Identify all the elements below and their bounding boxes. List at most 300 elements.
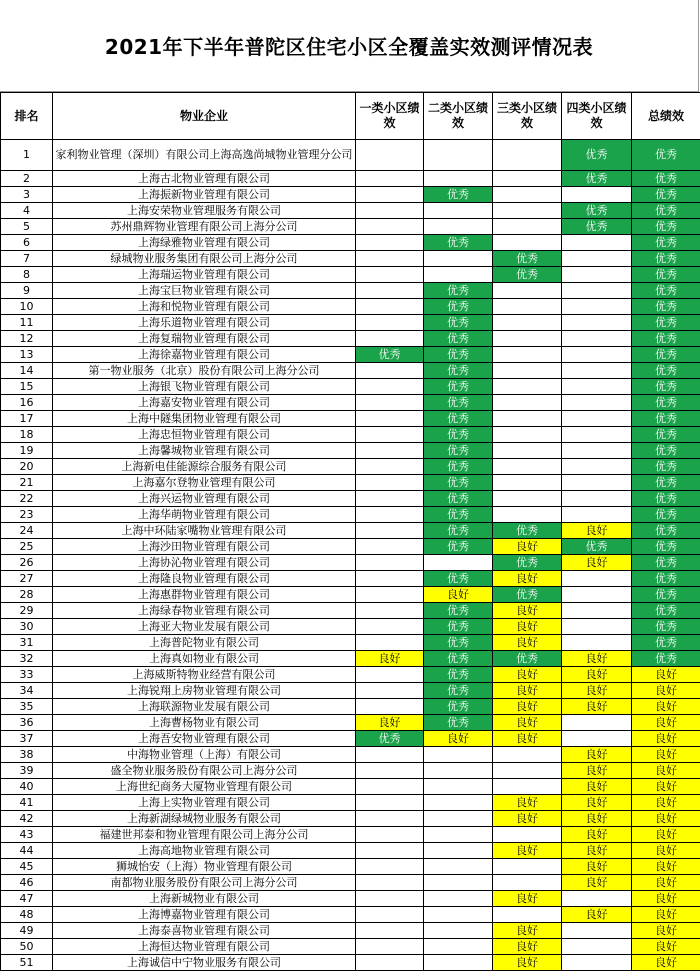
cat4-cell: 良好 xyxy=(562,875,632,891)
cat1-cell xyxy=(356,411,424,427)
rank-cell: 31 xyxy=(1,635,53,651)
rank-cell: 32 xyxy=(1,651,53,667)
cat4-cell: 良好 xyxy=(562,859,632,875)
cat3-cell: 良好 xyxy=(493,619,562,635)
rank-cell: 42 xyxy=(1,811,53,827)
total-cell: 优秀 xyxy=(632,283,700,299)
cat1-cell xyxy=(356,843,424,859)
cat3-cell xyxy=(493,779,562,795)
table-row xyxy=(1,171,700,187)
cat1-cell: 优秀 xyxy=(356,347,424,363)
rank-cell: 16 xyxy=(1,395,53,411)
cat2-cell xyxy=(424,891,493,907)
cat4-cell: 良好 xyxy=(562,907,632,923)
cat2-cell: 优秀 xyxy=(424,379,493,395)
cat4-cell xyxy=(562,459,632,475)
cat3-cell xyxy=(493,459,562,475)
total-cell: 优秀 xyxy=(632,251,700,267)
table-row xyxy=(1,267,700,283)
rank-cell: 45 xyxy=(1,859,53,875)
cat1-cell xyxy=(356,587,424,603)
company-cell: 上海忠恒物业管理有限公司 xyxy=(53,427,356,443)
total-cell: 优秀 xyxy=(632,203,700,219)
company-cell: 上海新湖绿城物业服务有限公司 xyxy=(53,811,356,827)
rank-cell: 6 xyxy=(1,235,53,251)
cat1-cell xyxy=(356,251,424,267)
cat4-cell: 优秀 xyxy=(562,539,632,555)
cat4-cell: 优秀 xyxy=(562,140,632,171)
company-cell: 上海宝巨物业管理有限公司 xyxy=(53,283,356,299)
rank-cell: 24 xyxy=(1,523,53,539)
cat4-cell xyxy=(562,731,632,747)
company-cell: 上海银飞物业管理有限公司 xyxy=(53,379,356,395)
rank-cell: 47 xyxy=(1,891,53,907)
cat3-cell xyxy=(493,331,562,347)
table-row xyxy=(1,299,700,315)
rank-cell: 22 xyxy=(1,491,53,507)
company-cell: 上海协沁物业管理有限公司 xyxy=(53,555,356,571)
company-cell: 上海惠群物业管理有限公司 xyxy=(53,587,356,603)
company-cell: 上海中环陆家嘴物业管理有限公司 xyxy=(53,523,356,539)
cat3-cell xyxy=(493,907,562,923)
table-row xyxy=(1,363,700,379)
total-cell: 良好 xyxy=(632,667,700,683)
cat4-cell xyxy=(562,411,632,427)
company-cell: 福建世邦泰和物业管理有限公司上海分公司 xyxy=(53,827,356,843)
cat4-cell: 良好 xyxy=(562,763,632,779)
table-row xyxy=(1,395,700,411)
cat3-cell xyxy=(493,443,562,459)
cat4-cell: 良好 xyxy=(562,779,632,795)
cat2-cell: 优秀 xyxy=(424,283,493,299)
cat4-cell xyxy=(562,315,632,331)
header-total: 总绩效 xyxy=(632,93,700,140)
table-row xyxy=(1,315,700,331)
cat2-cell xyxy=(424,923,493,939)
total-cell: 优秀 xyxy=(632,347,700,363)
total-cell: 良好 xyxy=(632,827,700,843)
cat3-cell: 良好 xyxy=(493,923,562,939)
table-row xyxy=(1,907,700,923)
cat3-cell xyxy=(493,427,562,443)
cat3-cell: 优秀 xyxy=(493,523,562,539)
company-cell: 上海博嘉物业管理有限公司 xyxy=(53,907,356,923)
company-cell: 上海沙田物业管理有限公司 xyxy=(53,539,356,555)
cat3-cell: 良好 xyxy=(493,635,562,651)
table-row xyxy=(1,203,700,219)
cat4-cell: 良好 xyxy=(562,683,632,699)
cat2-cell: 良好 xyxy=(424,731,493,747)
cat4-cell xyxy=(562,939,632,955)
rank-cell: 44 xyxy=(1,843,53,859)
company-cell: 上海嘉尔登物业管理有限公司 xyxy=(53,475,356,491)
cat3-cell: 良好 xyxy=(493,731,562,747)
rank-cell: 34 xyxy=(1,683,53,699)
rank-cell: 1 xyxy=(1,140,53,171)
cat2-cell: 优秀 xyxy=(424,187,493,203)
rank-cell: 50 xyxy=(1,939,53,955)
cat4-cell xyxy=(562,619,632,635)
cat2-cell: 优秀 xyxy=(424,667,493,683)
cat3-cell: 良好 xyxy=(493,683,562,699)
cat1-cell: 良好 xyxy=(356,715,424,731)
total-cell: 良好 xyxy=(632,715,700,731)
company-cell: 上海曹杨物业有限公司 xyxy=(53,715,356,731)
rank-cell: 41 xyxy=(1,795,53,811)
cat3-cell xyxy=(493,140,562,171)
cat3-cell: 优秀 xyxy=(493,555,562,571)
cat1-cell xyxy=(356,939,424,955)
rank-cell: 51 xyxy=(1,955,53,971)
cat4-cell: 良好 xyxy=(562,843,632,859)
cat1-cell xyxy=(356,955,424,971)
total-cell: 优秀 xyxy=(632,219,700,235)
table-row xyxy=(1,747,700,763)
table-row xyxy=(1,523,700,539)
rank-cell: 3 xyxy=(1,187,53,203)
cat4-cell xyxy=(562,299,632,315)
cat3-cell xyxy=(493,283,562,299)
table-row xyxy=(1,779,700,795)
cat3-cell: 优秀 xyxy=(493,587,562,603)
company-cell: 上海亚大物业发展有限公司 xyxy=(53,619,356,635)
table-row xyxy=(1,347,700,363)
company-cell: 上海新电佳能源综合服务有限公司 xyxy=(53,459,356,475)
company-cell: 上海隆良物业管理有限公司 xyxy=(53,571,356,587)
total-cell: 优秀 xyxy=(632,267,700,283)
cat1-cell xyxy=(356,331,424,347)
cat3-cell xyxy=(493,507,562,523)
cat1-cell xyxy=(356,459,424,475)
cat4-cell xyxy=(562,267,632,283)
rank-cell: 48 xyxy=(1,907,53,923)
header-cat1: 一类小区绩效 xyxy=(356,93,424,140)
header-cat3: 三类小区绩效 xyxy=(493,93,562,140)
rank-cell: 13 xyxy=(1,347,53,363)
rank-cell: 30 xyxy=(1,619,53,635)
cat4-cell: 良好 xyxy=(562,667,632,683)
company-cell: 上海绿春物业管理有限公司 xyxy=(53,603,356,619)
rank-cell: 36 xyxy=(1,715,53,731)
cat4-cell: 优秀 xyxy=(562,219,632,235)
cat4-cell: 优秀 xyxy=(562,171,632,187)
cat1-cell xyxy=(356,603,424,619)
total-cell: 优秀 xyxy=(632,427,700,443)
cat2-cell: 优秀 xyxy=(424,235,493,251)
table-row xyxy=(1,555,700,571)
table-row xyxy=(1,939,700,955)
cat4-cell xyxy=(562,235,632,251)
cat2-cell: 优秀 xyxy=(424,299,493,315)
cat4-cell xyxy=(562,571,632,587)
cat4-cell xyxy=(562,635,632,651)
rank-cell: 27 xyxy=(1,571,53,587)
cat2-cell xyxy=(424,203,493,219)
cat4-cell: 良好 xyxy=(562,651,632,667)
cat3-cell: 良好 xyxy=(493,811,562,827)
cat1-cell xyxy=(356,443,424,459)
cat3-cell xyxy=(493,395,562,411)
total-cell: 良好 xyxy=(632,683,700,699)
cat3-cell: 良好 xyxy=(493,891,562,907)
table-row xyxy=(1,843,700,859)
total-cell: 优秀 xyxy=(632,475,700,491)
rank-cell: 35 xyxy=(1,699,53,715)
company-cell: 上海泰喜物业管理有限公司 xyxy=(53,923,356,939)
cat3-cell xyxy=(493,299,562,315)
cat3-cell xyxy=(493,491,562,507)
table-row xyxy=(1,187,700,203)
table-row xyxy=(1,923,700,939)
cat1-cell xyxy=(356,395,424,411)
cat1-cell xyxy=(356,235,424,251)
total-cell: 优秀 xyxy=(632,571,700,587)
total-cell: 优秀 xyxy=(632,507,700,523)
table-row xyxy=(1,811,700,827)
table-row xyxy=(1,827,700,843)
cat1-cell xyxy=(356,187,424,203)
total-cell: 良好 xyxy=(632,843,700,859)
company-cell: 上海乐道物业管理有限公司 xyxy=(53,315,356,331)
cat3-cell: 良好 xyxy=(493,603,562,619)
rank-cell: 15 xyxy=(1,379,53,395)
cat2-cell xyxy=(424,795,493,811)
cat1-cell xyxy=(356,779,424,795)
rank-cell: 29 xyxy=(1,603,53,619)
header-rank: 排名 xyxy=(1,93,53,140)
company-cell: 上海威斯特物业经营有限公司 xyxy=(53,667,356,683)
cat1-cell xyxy=(356,299,424,315)
company-cell: 上海徐嘉物业管理有限公司 xyxy=(53,347,356,363)
cat3-cell: 优秀 xyxy=(493,251,562,267)
cat4-cell xyxy=(562,379,632,395)
total-cell: 优秀 xyxy=(632,331,700,347)
rank-cell: 7 xyxy=(1,251,53,267)
cat2-cell xyxy=(424,251,493,267)
total-cell: 良好 xyxy=(632,859,700,875)
company-cell: 上海高地物业管理有限公司 xyxy=(53,843,356,859)
cat4-cell xyxy=(562,395,632,411)
cat4-cell xyxy=(562,603,632,619)
cat2-cell: 良好 xyxy=(424,587,493,603)
company-cell: 家利物业管理（深圳）有限公司上海高逸尚城物业管理分公司 xyxy=(53,140,356,171)
cat2-cell: 优秀 xyxy=(424,715,493,731)
cat1-cell xyxy=(356,795,424,811)
rank-cell: 23 xyxy=(1,507,53,523)
total-cell: 良好 xyxy=(632,891,700,907)
total-cell: 良好 xyxy=(632,795,700,811)
cat2-cell: 优秀 xyxy=(424,427,493,443)
rank-cell: 26 xyxy=(1,555,53,571)
cat2-cell xyxy=(424,219,493,235)
cat2-cell xyxy=(424,779,493,795)
cat4-cell xyxy=(562,715,632,731)
table-row xyxy=(1,891,700,907)
rank-cell: 25 xyxy=(1,539,53,555)
cat4-cell: 良好 xyxy=(562,555,632,571)
table-row xyxy=(1,955,700,971)
total-cell: 优秀 xyxy=(632,491,700,507)
rank-cell: 28 xyxy=(1,587,53,603)
company-cell: 上海兴运物业管理有限公司 xyxy=(53,491,356,507)
rank-cell: 14 xyxy=(1,363,53,379)
cat4-cell xyxy=(562,331,632,347)
total-cell: 优秀 xyxy=(632,395,700,411)
cat3-cell xyxy=(493,187,562,203)
cat4-cell xyxy=(562,475,632,491)
company-cell: 盛全物业服务股份有限公司上海分公司 xyxy=(53,763,356,779)
table-row xyxy=(1,731,700,747)
rank-cell: 37 xyxy=(1,731,53,747)
cat4-cell xyxy=(562,587,632,603)
table-row xyxy=(1,411,700,427)
company-cell: 绿城物业服务集团有限公司上海分公司 xyxy=(53,251,356,267)
cat4-cell: 良好 xyxy=(562,747,632,763)
cat4-cell: 优秀 xyxy=(562,203,632,219)
table-row xyxy=(1,795,700,811)
total-cell: 优秀 xyxy=(632,619,700,635)
total-cell: 良好 xyxy=(632,907,700,923)
cat2-cell xyxy=(424,907,493,923)
cat1-cell xyxy=(356,859,424,875)
cat3-cell xyxy=(493,235,562,251)
total-cell: 良好 xyxy=(632,699,700,715)
cat3-cell xyxy=(493,411,562,427)
cat3-cell: 良好 xyxy=(493,539,562,555)
cat1-cell xyxy=(356,763,424,779)
total-cell: 优秀 xyxy=(632,379,700,395)
total-cell: 良好 xyxy=(632,731,700,747)
cat2-cell: 优秀 xyxy=(424,315,493,331)
total-cell: 良好 xyxy=(632,923,700,939)
cat1-cell: 优秀 xyxy=(356,731,424,747)
cat1-cell xyxy=(356,747,424,763)
company-cell: 上海联源物业发展有限公司 xyxy=(53,699,356,715)
rank-cell: 2 xyxy=(1,171,53,187)
cat4-cell xyxy=(562,491,632,507)
cat1-cell xyxy=(356,379,424,395)
cat2-cell xyxy=(424,140,493,171)
cat3-cell xyxy=(493,315,562,331)
rank-cell: 39 xyxy=(1,763,53,779)
total-cell: 良好 xyxy=(632,939,700,955)
rank-cell: 9 xyxy=(1,283,53,299)
cat3-cell xyxy=(493,827,562,843)
evaluation-table xyxy=(0,92,700,971)
cat4-cell: 良好 xyxy=(562,811,632,827)
total-cell: 良好 xyxy=(632,811,700,827)
table-row xyxy=(1,459,700,475)
cat1-cell xyxy=(356,219,424,235)
company-cell: 上海恒达物业管理有限公司 xyxy=(53,939,356,955)
cat1-cell xyxy=(356,827,424,843)
cat3-cell: 良好 xyxy=(493,843,562,859)
cat3-cell xyxy=(493,379,562,395)
cat2-cell xyxy=(424,843,493,859)
cat4-cell xyxy=(562,427,632,443)
total-cell: 优秀 xyxy=(632,651,700,667)
cat2-cell: 优秀 xyxy=(424,507,493,523)
rank-cell: 11 xyxy=(1,315,53,331)
cat1-cell xyxy=(356,555,424,571)
cat3-cell: 良好 xyxy=(493,571,562,587)
cat2-cell: 优秀 xyxy=(424,459,493,475)
header-cat4: 四类小区绩效 xyxy=(562,93,632,140)
cat4-cell xyxy=(562,363,632,379)
rank-cell: 8 xyxy=(1,267,53,283)
cat1-cell xyxy=(356,475,424,491)
total-cell: 优秀 xyxy=(632,299,700,315)
company-cell: 上海中隧集团物业管理有限公司 xyxy=(53,411,356,427)
cat2-cell: 优秀 xyxy=(424,651,493,667)
company-cell: 苏州鼎辉物业管理有限公司上海分公司 xyxy=(53,219,356,235)
cat4-cell: 良好 xyxy=(562,827,632,843)
total-cell: 良好 xyxy=(632,763,700,779)
total-cell: 良好 xyxy=(632,747,700,763)
company-cell: 上海世纪商务大厦物业管理有限公司 xyxy=(53,779,356,795)
table-row xyxy=(1,539,700,555)
cat2-cell: 优秀 xyxy=(424,443,493,459)
rank-cell: 5 xyxy=(1,219,53,235)
total-cell: 优秀 xyxy=(632,171,700,187)
total-cell: 优秀 xyxy=(632,603,700,619)
cat3-cell xyxy=(493,475,562,491)
rank-cell: 12 xyxy=(1,331,53,347)
total-cell: 优秀 xyxy=(632,555,700,571)
table-row xyxy=(1,619,700,635)
cat2-cell: 优秀 xyxy=(424,699,493,715)
page-title: 2021年下半年普陀区住宅小区全覆盖实效测评情况表 xyxy=(104,35,594,59)
total-cell: 优秀 xyxy=(632,235,700,251)
cat2-cell xyxy=(424,827,493,843)
cat2-cell: 优秀 xyxy=(424,363,493,379)
company-cell: 上海安荣物业管理服务有限公司 xyxy=(53,203,356,219)
cat2-cell: 优秀 xyxy=(424,523,493,539)
table-row xyxy=(1,507,700,523)
cat4-cell xyxy=(562,507,632,523)
cat3-cell: 优秀 xyxy=(493,651,562,667)
cat2-cell: 优秀 xyxy=(424,491,493,507)
company-cell: 上海复瑞物业管理有限公司 xyxy=(53,331,356,347)
table-row xyxy=(1,475,700,491)
total-cell: 优秀 xyxy=(632,587,700,603)
table-row xyxy=(1,683,700,699)
cat3-cell xyxy=(493,747,562,763)
total-cell: 优秀 xyxy=(632,635,700,651)
rank-cell: 46 xyxy=(1,875,53,891)
cat2-cell xyxy=(424,267,493,283)
cat4-cell: 良好 xyxy=(562,523,632,539)
company-cell: 上海嘉安物业管理有限公司 xyxy=(53,395,356,411)
cat3-cell: 良好 xyxy=(493,699,562,715)
cat1-cell xyxy=(356,363,424,379)
header-cat2: 二类小区绩效 xyxy=(424,93,493,140)
cat3-cell: 优秀 xyxy=(493,267,562,283)
cat1-cell xyxy=(356,635,424,651)
table-row xyxy=(1,715,700,731)
cat4-cell xyxy=(562,251,632,267)
cat4-cell: 良好 xyxy=(562,795,632,811)
cat4-cell xyxy=(562,923,632,939)
total-cell: 优秀 xyxy=(632,187,700,203)
cat2-cell: 优秀 xyxy=(424,539,493,555)
header-company: 物业企业 xyxy=(53,93,356,140)
cat2-cell xyxy=(424,955,493,971)
cat1-cell xyxy=(356,140,424,171)
cat2-cell: 优秀 xyxy=(424,603,493,619)
cat3-cell xyxy=(493,219,562,235)
total-cell: 优秀 xyxy=(632,140,700,171)
